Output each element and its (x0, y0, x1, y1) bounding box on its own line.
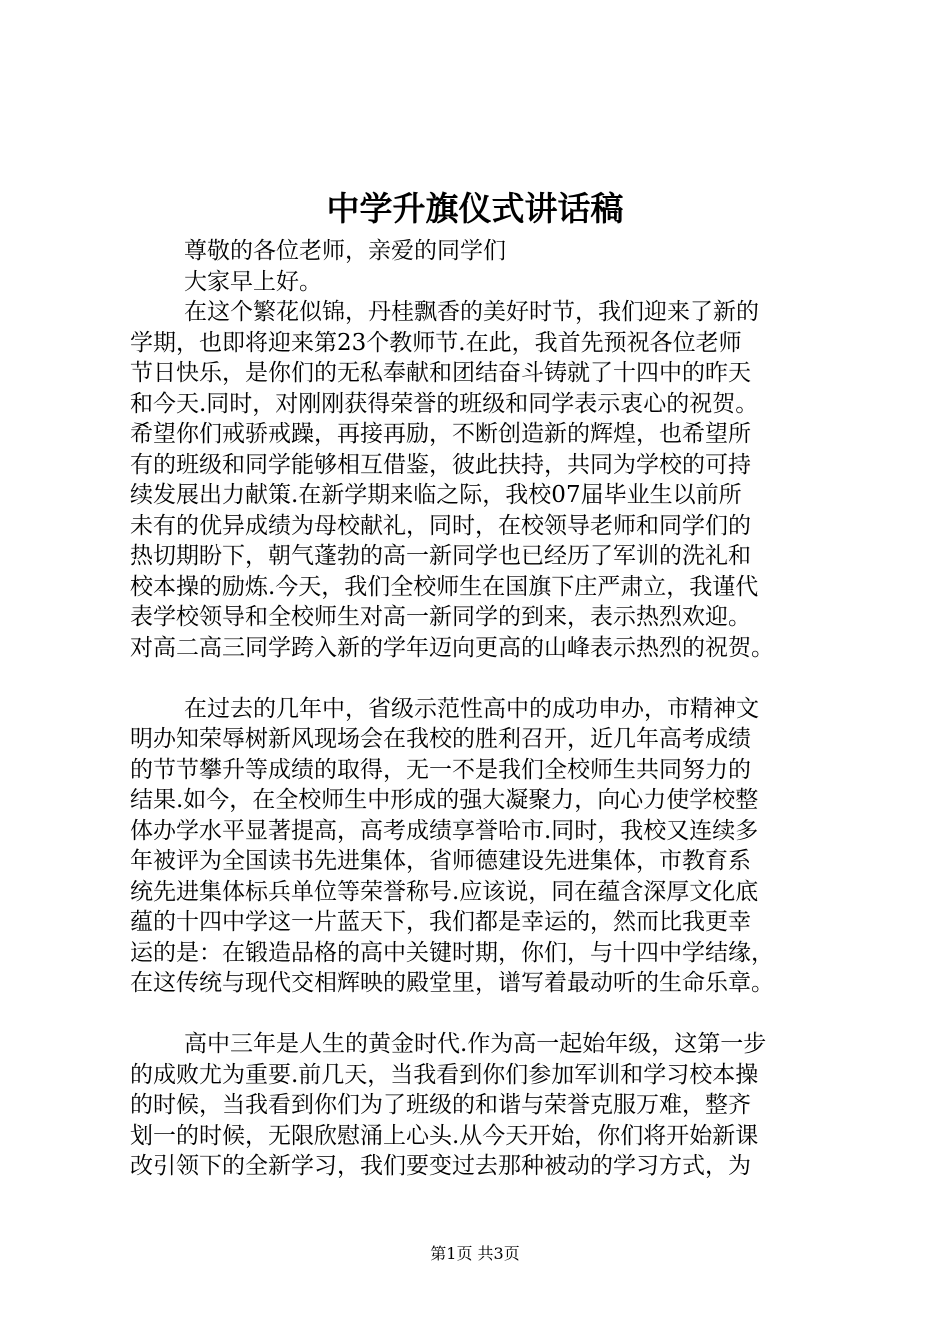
paragraph-spacer (130, 663, 830, 694)
paragraph-1 (130, 297, 830, 663)
paragraph-line: 在过去的几年中，省级示范性高中的成功申办，市精神文 (184, 695, 759, 722)
paragraph-line: 对高二高三同学跨入新的学年迈向更高的山峰表示热烈的祝贺。 (130, 634, 774, 661)
paragraph-line: 年被评为全国读书先进集体，省师德建设先进集体，市教育系 (130, 848, 751, 874)
paragraph-line: 蕴的十四中学这一片蓝天下，我们都是幸运的，然而比我更幸 (130, 909, 751, 935)
paragraph-line: 希望你们戒骄戒躁，再接再励，不断创造新的辉煌，也希望所 (130, 421, 751, 447)
paragraph-line: 改引领下的全新学习，我们要变过去那种被动的学习方式，为 (130, 1153, 751, 1179)
paragraph-line: 体办学水平显著提高，高考成绩享誉哈市.同时，我校又连续多 (130, 817, 759, 844)
paragraph-line: 校本操的励炼.今天，我们全校师生在国旗下庄严肃立，我谨代 (130, 573, 759, 600)
document-title: 中学升旗仪式讲话稿 (326, 189, 624, 228)
paragraph-line: 热切期盼下，朝气蓬勃的高一新同学也已经历了军训的洗礼和 (130, 543, 751, 569)
paragraph-line: 和今天.同时，对刚刚获得荣誉的班级和同学表示衷心的祝贺。 (130, 390, 759, 417)
paragraph-line: 在这个繁花似锦，丹桂飘香的美好时节，我们迎来了新的 (184, 299, 759, 325)
paragraph-line: 的成败尤为重要.前几天，当我看到你们参加军训和学习校本操 (130, 1061, 759, 1088)
paragraph-line: 运的是：在锻造品格的高中关键时期，你们，与十四中学结缘， (130, 939, 774, 966)
greeting-line: 大家早上好。 (184, 268, 322, 295)
paragraph-line: 的时候，当我看到你们为了班级的和谐与荣誉克服万难，整齐 (130, 1092, 751, 1118)
paragraph-line: 明办知荣辱树新风现场会在我校的胜利召开，近几年高考成绩 (130, 726, 751, 752)
paragraph-line: 高中三年是人生的黄金时代.作为高一起始年级，这第一步 (184, 1031, 767, 1057)
paragraph-line: 划一的时候，无限欣慰涌上心头.从今天开始，你们将开始新课 (130, 1122, 759, 1149)
paragraph-line: 统先进集体标兵单位等荣誉称号.应该说，同在蕴含深厚文化底 (130, 878, 759, 905)
paragraph-line: 未有的优异成绩为母校献礼，同时，在校领导老师和同学们的 (130, 512, 751, 539)
paragraph-line: 表学校领导和全校师生对高一新同学的到来，表示热烈欢迎。 (130, 604, 751, 630)
paragraph-2 (130, 694, 830, 999)
paragraph-line: 有的班级和同学能够相互借鉴，彼此扶持，共同为学校的可持 (130, 451, 751, 478)
paragraph-line: 节日快乐，是你们的无私奉献和团结奋斗铸就了十四中的昨天 (130, 360, 751, 386)
paragraph-line: 的节节攀升等成绩的取得，无一不是我们全校师生共同努力的 (130, 756, 751, 783)
paragraph-line: 学期，也即将迎来第23个教师节.在此，我首先预祝各位老师 (130, 329, 742, 356)
salutation-line: 尊敬的各位老师，亲爱的同学们 (184, 238, 506, 264)
document-body (130, 236, 830, 1182)
page-number-footer: 第1页 共3页 (430, 1244, 520, 1263)
paragraph-line: 在这传统与现代交相辉映的殿堂里，谱写着最动听的生命乐章。 (130, 970, 774, 996)
paragraph-3 (130, 1029, 830, 1182)
paragraph-line: 结果.如今，在全校师生中形成的强大凝聚力，向心力使学校整 (130, 787, 759, 813)
paragraph-line: 续发展出力献策.在新学期来临之际，我校07届毕业生以前所 (130, 482, 742, 508)
paragraph-spacer (130, 999, 830, 1030)
